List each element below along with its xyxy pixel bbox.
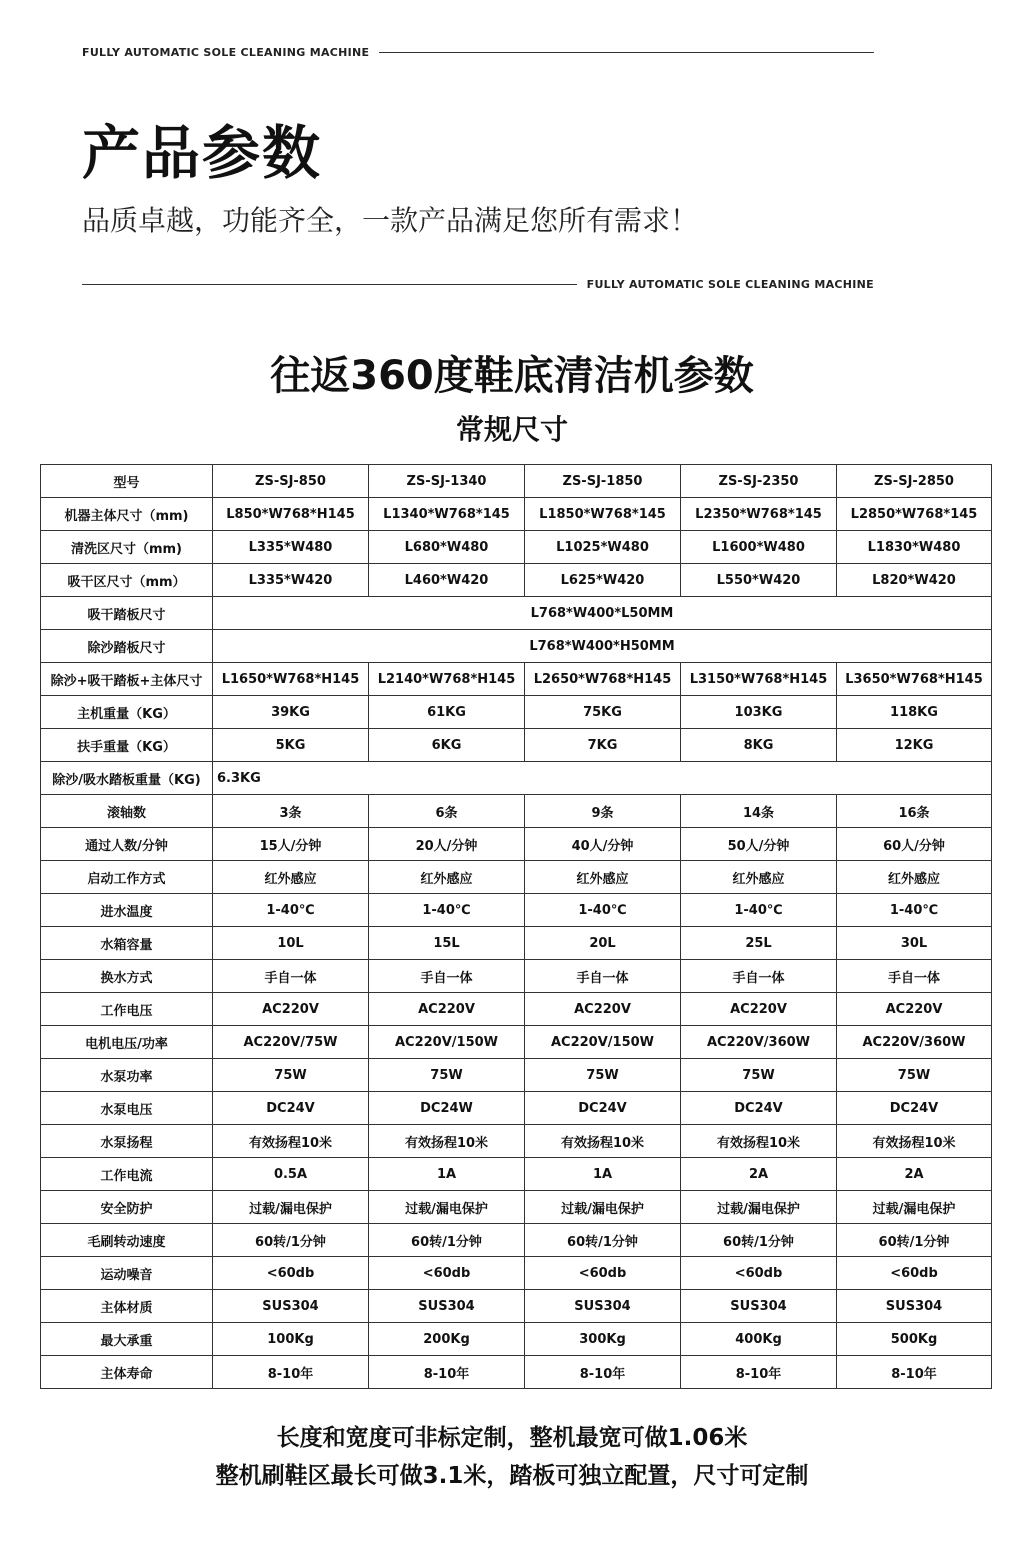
value-cell: 25L	[681, 927, 837, 960]
value-cell: AC220V/360W	[681, 1026, 837, 1059]
value-cell: L1340*W768*145	[369, 498, 525, 531]
row-label-cell: 运动噪音	[41, 1257, 213, 1290]
value-cell: SUS304	[213, 1290, 369, 1323]
value-cell: AC220V	[837, 993, 992, 1026]
value-cell: AC220V/150W	[525, 1026, 681, 1059]
row-label-cell: 通过人数/分钟	[41, 828, 213, 861]
value-cell: 10L	[213, 927, 369, 960]
value-cell: 60转/1分钟	[525, 1224, 681, 1257]
value-cell: 红外感应	[369, 861, 525, 894]
value-cell: AC220V	[525, 993, 681, 1026]
table-row	[41, 1224, 992, 1257]
value-cell: L1600*W480	[681, 531, 837, 564]
table-row	[41, 498, 992, 531]
value-cell: 红外感应	[213, 861, 369, 894]
row-label-cell: 除沙/吸水踏板重量（KG)	[41, 762, 213, 795]
value-cell: 39KG	[213, 696, 369, 729]
value-cell: L680*W480	[369, 531, 525, 564]
table-row	[41, 564, 992, 597]
row-label-cell: 毛刷转动速度	[41, 1224, 213, 1257]
value-cell: 1-40℃	[837, 894, 992, 927]
footer-note-2: 整机刷鞋区最长可做3.1米，踏板可独立配置，尺寸可定制	[215, 1463, 809, 1489]
value-cell: 手自一体	[213, 960, 369, 993]
value-cell: SUS304	[525, 1290, 681, 1323]
value-cell: L2350*W768*145	[681, 498, 837, 531]
value-cell: L2650*W768*H145	[525, 663, 681, 696]
value-cell: 75KG	[525, 696, 681, 729]
row-label-cell: 主体寿命	[41, 1356, 213, 1389]
row-label-cell: 工作电流	[41, 1158, 213, 1191]
table-row	[41, 663, 992, 696]
value-cell: 20人/分钟	[369, 828, 525, 861]
row-label-cell: 机器主体尺寸（mm)	[41, 498, 213, 531]
value-cell: 60转/1分钟	[681, 1224, 837, 1257]
value-cell: 8-10年	[837, 1356, 992, 1389]
header-cell: ZS-SJ-1850	[525, 465, 681, 498]
value-cell: 200Kg	[369, 1323, 525, 1356]
value-cell: 5KG	[213, 729, 369, 762]
value-cell: <60db	[525, 1257, 681, 1290]
spec-title: 往返360度鞋底清洁机参数	[270, 353, 754, 399]
table-row	[41, 1026, 992, 1059]
value-cell: 过载/漏电保护	[837, 1191, 992, 1224]
value-cell: SUS304	[681, 1290, 837, 1323]
value-cell: 75W	[213, 1059, 369, 1092]
row-label-cell: 启动工作方式	[41, 861, 213, 894]
value-cell: <60db	[681, 1257, 837, 1290]
value-cell: 103KG	[681, 696, 837, 729]
value-cell: 1-40℃	[213, 894, 369, 927]
table-row	[41, 729, 992, 762]
value-cell: 1A	[369, 1158, 525, 1191]
value-cell: 1-40℃	[369, 894, 525, 927]
mid-tagline	[82, 276, 874, 292]
value-cell: 14条	[681, 795, 837, 828]
row-label-cell: 工作电压	[41, 993, 213, 1026]
top-tagline	[82, 44, 874, 60]
table-row	[41, 1191, 992, 1224]
value-cell: 8-10年	[525, 1356, 681, 1389]
value-cell: AC220V/150W	[369, 1026, 525, 1059]
table-row	[41, 861, 992, 894]
value-cell: 手自一体	[837, 960, 992, 993]
table-row	[41, 1257, 992, 1290]
value-cell: L460*W420	[369, 564, 525, 597]
value-cell: 过载/漏电保护	[525, 1191, 681, 1224]
value-cell: 过载/漏电保护	[681, 1191, 837, 1224]
row-label-cell: 吸干踏板尺寸	[41, 597, 213, 630]
spec-subtitle: 常规尺寸	[455, 413, 568, 446]
divider-line	[379, 52, 874, 53]
value-cell: 16条	[837, 795, 992, 828]
value-cell: 6.3KG	[213, 762, 992, 795]
value-cell: 1A	[525, 1158, 681, 1191]
header-cell: ZS-SJ-1340	[369, 465, 525, 498]
value-cell: 7KG	[525, 729, 681, 762]
value-cell: DC24W	[369, 1092, 525, 1125]
value-cell: 100Kg	[213, 1323, 369, 1356]
value-cell: 2A	[837, 1158, 992, 1191]
value-cell: 8-10年	[681, 1356, 837, 1389]
value-cell: 8KG	[681, 729, 837, 762]
table-row	[41, 894, 992, 927]
value-cell: 40人/分钟	[525, 828, 681, 861]
row-label-cell: 安全防护	[41, 1191, 213, 1224]
row-label-cell: 进水温度	[41, 894, 213, 927]
value-cell: L3650*W768*H145	[837, 663, 992, 696]
value-cell: 有效扬程10米	[837, 1125, 992, 1158]
value-cell: 2A	[681, 1158, 837, 1191]
value-cell: 75W	[369, 1059, 525, 1092]
tagline-text: FULLY AUTOMATIC SOLE CLEANING MACHINE	[82, 45, 370, 59]
value-cell: 15L	[369, 927, 525, 960]
table-row	[41, 1158, 992, 1191]
value-cell: 1-40℃	[525, 894, 681, 927]
row-label-cell: 滚轴数	[41, 795, 213, 828]
value-cell: SUS304	[837, 1290, 992, 1323]
header-cell: ZS-SJ-2350	[681, 465, 837, 498]
table-row	[41, 1290, 992, 1323]
value-cell: SUS304	[369, 1290, 525, 1323]
value-cell: DC24V	[525, 1092, 681, 1125]
table-row	[41, 960, 992, 993]
row-label-cell: 扶手重量（KG）	[41, 729, 213, 762]
value-cell: 3条	[213, 795, 369, 828]
value-cell: 6条	[369, 795, 525, 828]
value-cell: L550*W420	[681, 564, 837, 597]
value-cell: 75W	[525, 1059, 681, 1092]
value-cell: AC220V/360W	[837, 1026, 992, 1059]
value-cell: L850*W768*H145	[213, 498, 369, 531]
header-cell: ZS-SJ-2850	[837, 465, 992, 498]
value-cell: 手自一体	[681, 960, 837, 993]
value-cell: 12KG	[837, 729, 992, 762]
value-cell: DC24V	[837, 1092, 992, 1125]
value-cell: L335*W480	[213, 531, 369, 564]
table-row	[41, 762, 992, 795]
value-cell: L1650*W768*H145	[213, 663, 369, 696]
row-label-cell: 清洗区尺寸（mm)	[41, 531, 213, 564]
row-label-cell: 水泵功率	[41, 1059, 213, 1092]
value-cell: 60转/1分钟	[213, 1224, 369, 1257]
table-row	[41, 828, 992, 861]
tagline-text: FULLY AUTOMATIC SOLE CLEANING MACHINE	[586, 277, 874, 291]
row-label-cell: 主机重量（KG）	[41, 696, 213, 729]
table-row	[41, 531, 992, 564]
value-cell: 红外感应	[837, 861, 992, 894]
value-cell: L1025*W480	[525, 531, 681, 564]
value-cell: L768*W400*L50MM	[213, 597, 992, 630]
value-cell: 75W	[837, 1059, 992, 1092]
value-cell: 0.5A	[213, 1158, 369, 1191]
row-label-cell: 换水方式	[41, 960, 213, 993]
table-row	[41, 597, 992, 630]
table-row	[41, 1323, 992, 1356]
row-label-cell: 吸干区尺寸（mm）	[41, 564, 213, 597]
value-cell: 过载/漏电保护	[213, 1191, 369, 1224]
value-cell: AC220V/75W	[213, 1026, 369, 1059]
table-row	[41, 1059, 992, 1092]
value-cell: 1-40℃	[681, 894, 837, 927]
table-row	[41, 1356, 992, 1389]
value-cell: 手自一体	[525, 960, 681, 993]
value-cell: 61KG	[369, 696, 525, 729]
row-label-cell: 主体材质	[41, 1290, 213, 1323]
value-cell: 6KG	[369, 729, 525, 762]
value-cell: L1850*W768*145	[525, 498, 681, 531]
value-cell: 有效扬程10米	[369, 1125, 525, 1158]
value-cell: 300Kg	[525, 1323, 681, 1356]
footer-note-1: 长度和宽度可非标定制，整机最宽可做1.06米	[276, 1425, 748, 1451]
value-cell: 60转/1分钟	[369, 1224, 525, 1257]
table-row	[41, 1092, 992, 1125]
value-cell: 20L	[525, 927, 681, 960]
page-title: 产品参数	[82, 119, 323, 187]
value-cell: L2850*W768*145	[837, 498, 992, 531]
row-label-cell: 除沙+吸干踏板+主体尺寸	[41, 663, 213, 696]
row-label-cell: 水泵电压	[41, 1092, 213, 1125]
value-cell: 500Kg	[837, 1323, 992, 1356]
value-cell: <60db	[369, 1257, 525, 1290]
value-cell: 15人/分钟	[213, 828, 369, 861]
table-row	[41, 927, 992, 960]
row-label-cell: 水箱容量	[41, 927, 213, 960]
value-cell: 30L	[837, 927, 992, 960]
row-label-cell: 除沙踏板尺寸	[41, 630, 213, 663]
value-cell: 75W	[681, 1059, 837, 1092]
value-cell: AC220V	[213, 993, 369, 1026]
row-label-cell: 最大承重	[41, 1323, 213, 1356]
value-cell: L3150*W768*H145	[681, 663, 837, 696]
row-label-cell: 水泵扬程	[41, 1125, 213, 1158]
spec-table-body	[41, 465, 992, 1389]
value-cell: 9条	[525, 795, 681, 828]
header-cell: ZS-SJ-850	[213, 465, 369, 498]
value-cell: L1830*W480	[837, 531, 992, 564]
value-cell: 有效扬程10米	[525, 1125, 681, 1158]
value-cell: 有效扬程10米	[213, 1125, 369, 1158]
value-cell: AC220V	[681, 993, 837, 1026]
value-cell: <60db	[213, 1257, 369, 1290]
page-subtitle: 品质卓越，功能齐全，一款产品满足您所有需求！	[82, 204, 699, 237]
table-header-row	[41, 465, 992, 498]
value-cell: L335*W420	[213, 564, 369, 597]
value-cell: 红外感应	[525, 861, 681, 894]
value-cell: 8-10年	[369, 1356, 525, 1389]
value-cell: 60人/分钟	[837, 828, 992, 861]
divider-line	[82, 284, 577, 285]
value-cell: L2140*W768*H145	[369, 663, 525, 696]
value-cell: 60转/1分钟	[837, 1224, 992, 1257]
table-row	[41, 795, 992, 828]
value-cell: 50人/分钟	[681, 828, 837, 861]
row-label-cell: 电机电压/功率	[41, 1026, 213, 1059]
value-cell: L768*W400*H50MM	[213, 630, 992, 663]
value-cell: 手自一体	[369, 960, 525, 993]
table-row	[41, 1125, 992, 1158]
value-cell: 红外感应	[681, 861, 837, 894]
value-cell: 过载/漏电保护	[369, 1191, 525, 1224]
value-cell: 8-10年	[213, 1356, 369, 1389]
value-cell: L625*W420	[525, 564, 681, 597]
value-cell: 118KG	[837, 696, 992, 729]
value-cell: DC24V	[213, 1092, 369, 1125]
value-cell: AC220V	[369, 993, 525, 1026]
table-row	[41, 993, 992, 1026]
value-cell: 有效扬程10米	[681, 1125, 837, 1158]
header-cell: 型号	[41, 465, 213, 498]
table-row	[41, 696, 992, 729]
value-cell: L820*W420	[837, 564, 992, 597]
spec-table	[40, 464, 992, 1389]
value-cell: DC24V	[681, 1092, 837, 1125]
table-row	[41, 630, 992, 663]
value-cell: <60db	[837, 1257, 992, 1290]
value-cell: 400Kg	[681, 1323, 837, 1356]
